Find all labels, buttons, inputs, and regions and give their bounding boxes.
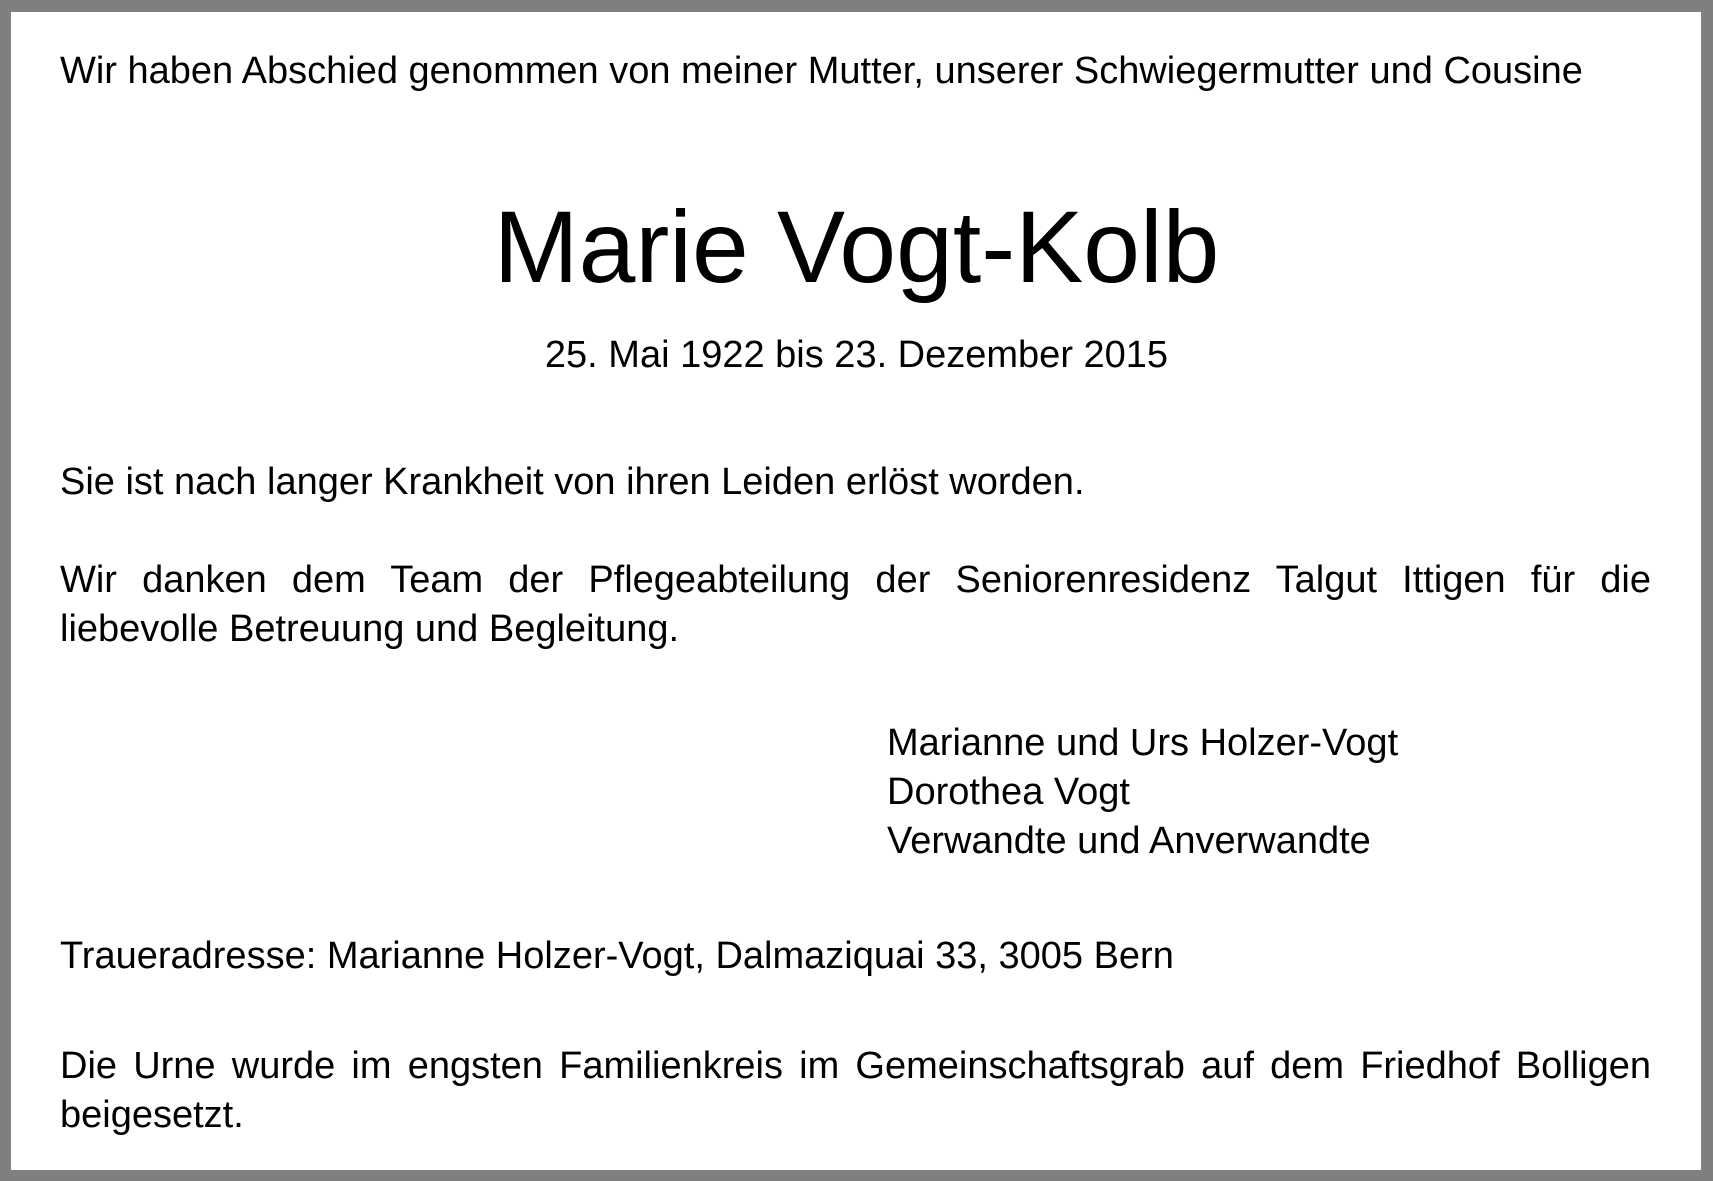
intro-text: Wir haben Abschied genommen von meiner Mutter, unserer Schwiegermutter und Cousine xyxy=(60,50,1583,92)
thanks-text: Wir danken dem Team der Pflegeabteilung der Seniorenresidenz Talgut Ittigen für die liebevolle Betreuung und Begleitung. xyxy=(60,559,1651,650)
signers-list xyxy=(887,719,1398,866)
signer-line: Dorothea Vogt xyxy=(887,771,1130,813)
deceased-name: Marie Vogt-Kolb xyxy=(493,190,1220,304)
signer-line: Marianne und Urs Holzer-Vogt xyxy=(887,722,1399,764)
urn-text: Die Urne wurde im engsten Familienkreis im Gemeinschaftsgrab auf dem Friedhof Bolligen beigesetzt. xyxy=(60,1045,1651,1136)
mourning-address: Traueradresse: Marianne Holzer-Vogt, Dalmaziquai 33, 3005 Bern xyxy=(60,935,1174,977)
signer-line: Verwandte und Anverwandte xyxy=(887,820,1371,862)
illness-text: Sie ist nach langer Krankheit von ihren Leiden erlöst worden. xyxy=(60,461,1085,503)
life-dates: 25. Mai 1922 bis 23. Dezember 2015 xyxy=(544,334,1169,376)
